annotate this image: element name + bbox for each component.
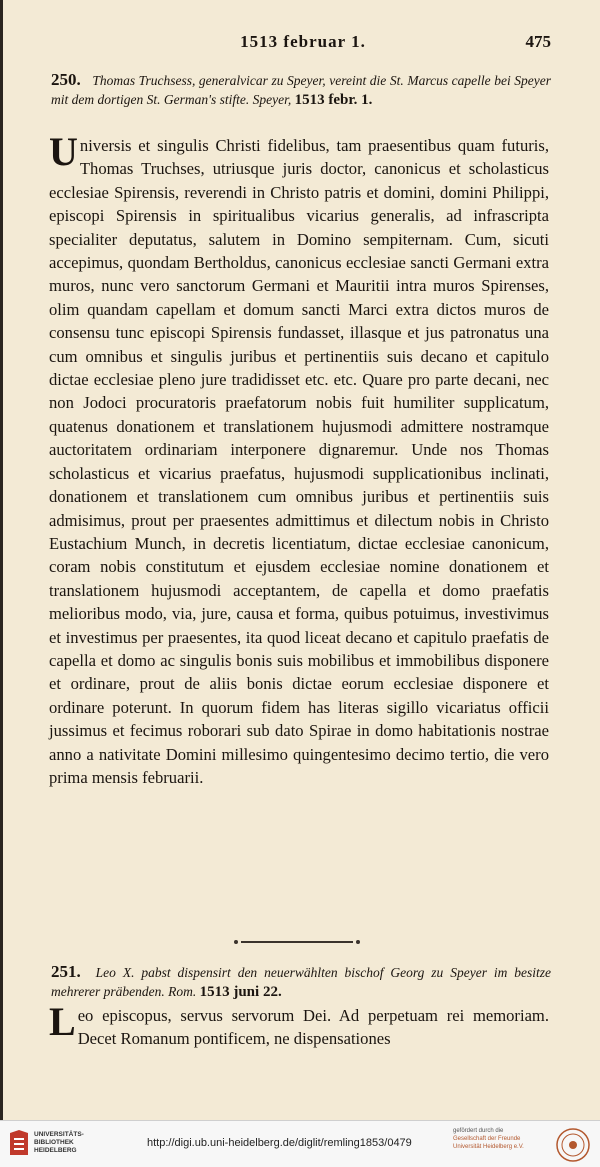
header-date: 1513 februar 1. [240, 32, 366, 51]
viewer-footer [0, 1120, 600, 1167]
entry-250-heading [51, 70, 551, 110]
entry-251-title: Leo X. pabst dispensirt den neuerwählten bischof Georg zu Speyer im besitze mehrerer präbenden. Rom. [51, 965, 552, 999]
entry-251-number: 251. [51, 962, 81, 981]
entry-250-title: Thomas Truchsess, generalvicar zu Speyer, vereint die St. Marcus capelle bei Speyer mit dem dortigen St. German's stifte. Speyer, [51, 73, 552, 107]
entry-250-number: 250. [51, 70, 81, 89]
page-number: 475 [525, 32, 551, 51]
divider-dot-right [356, 940, 360, 944]
entry-251-initial: L [49, 999, 76, 1044]
entry-251-date: 1513 juni 22. [199, 984, 282, 1000]
running-header [3, 32, 600, 58]
source-url-link[interactable]: http://digi.ub.uni-heidelberg.de/diglit/remling1853/0479 [147, 1137, 412, 1149]
sponsor-block [453, 1127, 551, 1151]
entry-251-text: eo episcopus, servus servorum Dei. Ad perpetuam rei memoriam. Decet Romanum pontificem, ne dispensationes [77, 1006, 549, 1049]
sponsor-name: Gesellschaft der Freunde Universität Heidelberg e.V. [453, 1136, 524, 1150]
divider-dot-left [234, 940, 238, 944]
section-divider [241, 941, 353, 943]
entry-250-date: 1513 febr. 1. [294, 92, 373, 108]
library-logo-icon [8, 1129, 30, 1157]
entry-250-text: niversis et singulis Christi fidelibus, tam praesentibus quam futuris, Thomas Truchses, utriusque juris doctor, canonicus et scholasticus ecclesiae Spirensis, reverendi in Christo patris et domini, domini Philippi, episcopi Spirensis in spiritualibus vicarius generalis, ad infrascripta specialiter deputatus, salutem in Domino sempiternam. Cum, sicuti accepimus, quondam Bertholdus, canonicus ecclesiae sancti Germani extra muros, nunc vero sanctorum Germani et Mauritii intra muros Spirenses, olim quandam capellam et domum sancti Marci extra dictos muros de consensu tunc episcopi Spirensis fundasset, illasque et jus patronatus una cum omnibus et singulis juribus et pertinentiis suis decano et capitulo dictae ecclesiae pleno jure tradidisset etc. etc. Quare pro parte decani, nec non Jodoci procuratoris praefatorum nobis fuit humiliter supplicatum, quatenus donationem et translationem hujusmodi admittere nostramque auctoritatem ordinariam interponere dignaremur. Unde nos Thomas scholasticus et vicarius praefatus, hujusmodi supplicationibus inclinati, donationem et translationem cum omnibus juribus et pertinentiis suis admisimus, prout per praesentes admittimus et dilectum nobis in Christo Eustachium Munch, in decretis licentiatum, dictae ecclesiae canonicum, coram nobis constitutum et ejusdem ecclesiae nomine donationem et translationem hujusmodi acceptantem, de capella et domo praefatis melioribus modo, via, jure, causa et forma, quibus potuimus, investivimus et investimus per praesentes, ita quod liceat decano et capitulo praefatis de capella et domo ac singulis bonis suis mobilibus et immobilibus disponere et ordinare, prout de aliis bonis dictae eorum ecclesiae disponere et ordinare poterunt. In quorum fidem has literas sigillo vicariatus officii jussimus et fecimus roborari sub dato Spirae in domo habitationis nostrae anno a nativitate Domini millesimo quingentesimo decimo tertio, die vero prima mensis februarii. [49, 136, 549, 787]
entry-250-initial: U [49, 129, 78, 174]
entry-250-body [49, 129, 549, 789]
university-seal-icon [555, 1127, 591, 1163]
entry-251-body [49, 999, 549, 1051]
sponsor-label: gefördert durch die [453, 1128, 504, 1134]
entry-251-heading [51, 962, 551, 1002]
library-name: UNIVERSITÄTS- BIBLIOTHEK HEIDELBERG [34, 1131, 84, 1154]
